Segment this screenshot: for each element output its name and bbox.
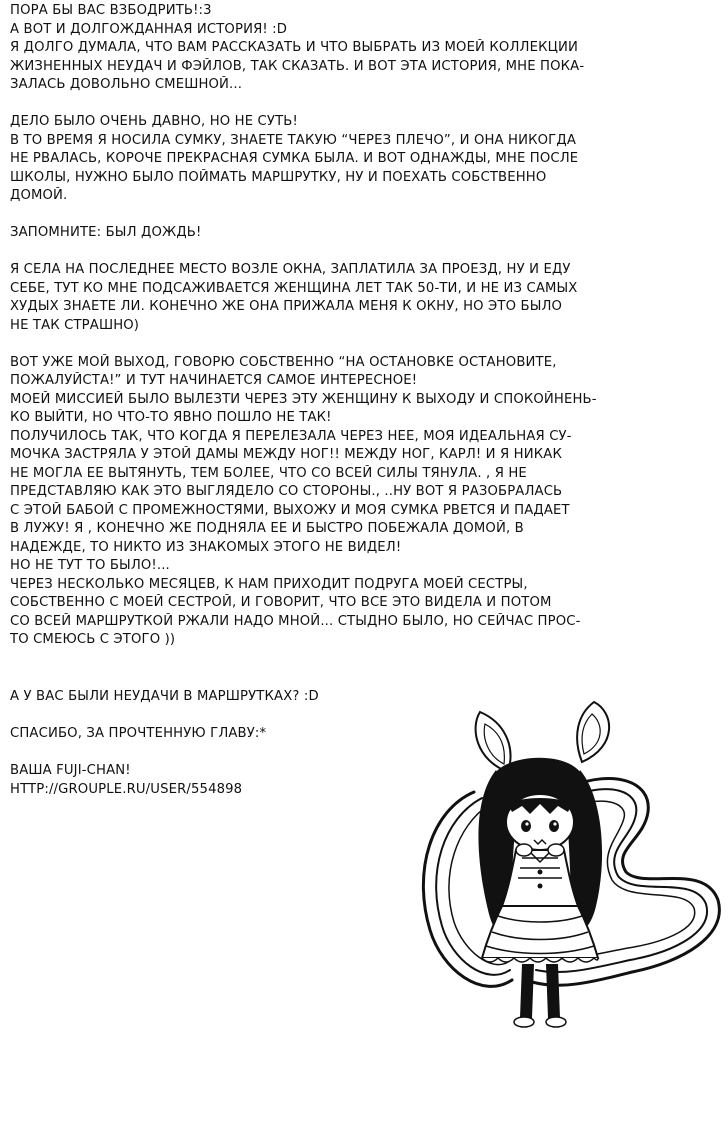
closing-question: А У ВАС БЫЛИ НЕУДАЧИ В МАРШРУТКАХ? :D [10,689,319,704]
story-line: МОЧКА ЗАСТРЯЛА У ЭТОЙ ДАМЫ МЕЖДУ НОГ!! МЕЖДУ НОГ, КАРЛ! И Я НИКАК [10,447,562,462]
chibi-girl-bunny-ears-icon [412,700,728,1045]
story-line: В ЛУЖУ! Я , КОНЕЧНО ЖЕ ПОДНЯЛА ЕЕ И БЫСТРО ПОБЕЖАЛА ДОМОЙ, В [10,521,524,536]
paragraph-gap [10,335,726,354]
story-line: С ЭТОЙ БАБОЙ С ПРОМЕЖНОСТЯМИ, ВЫХОЖУ И МОЯ СУМКА РВЕТСЯ И ПАДАЕТ [10,502,570,518]
story-line: НЕ МОГЛА ЕЕ ВЫТЯНУТЬ, ТЕМ БОЛЕЕ, ЧТО СО ВСЕЙ СИЛЫ ТЯНУЛА. , Я НЕ [10,465,527,481]
paragraph-gap [10,243,726,262]
story-line: В ТО ВРЕМЯ Я НОСИЛА СУМКУ, ЗНАЕТЕ ТАКУЮ “ЧЕРЕЗ ПЛЕЧО”, И ОНА НИКОГДА [10,132,576,148]
story-line: ЧЕРЕЗ НЕСКОЛЬКО МЕСЯЦЕВ, К НАМ ПРИХОДИТ ПОДРУГА МОЕЙ СЕСТРЫ, [10,576,528,592]
story-line: ДЕЛО БЫЛО ОЧЕНЬ ДАВНО, НО НЕ СУТЬ! [10,114,298,129]
signoff [10,688,410,799]
story-line: НЕ РВАЛАСЬ, КОРОЧЕ ПРЕКРАСНАЯ СУМКА БЫЛА. И ВОТ ОДНАЖДЫ, МНЕ ПОСЛЕ [10,151,579,166]
story-line: КО ВЫЙТИ, НО ЧТО-ТО ЯВНО ПОШЛО НЕ ТАК! [10,410,332,425]
story-text [10,2,726,650]
story-line: ШКОЛЫ, НУЖНО БЫЛО ПОЙМАТЬ МАРШРУТКУ, НУ И ПОЕХАТЬ СОБСТВЕННО [10,169,547,185]
story-line: ЖИЗНЕННЫХ НЕУДАЧ И ФЭЙЛОВ, ТАК СКАЗАТЬ. И ВОТ ЭТА ИСТОРИЯ, МНЕ ПОКА- [10,58,585,74]
story-line: СЕБЕ, ТУТ КО МНЕ ПОДСАЖИВАЕТСЯ ЖЕНЩИНА ЛЕТ ТАК 50-ТИ, И НЕ ИЗ САМЫХ [10,280,578,296]
story-line: СОБСТВЕННО С МОЕЙ СЕСТРОЙ, И ГОВОРИТ, ЧТО ВСЕ ЭТО ВИДЕЛА И ПОТОМ [10,595,552,610]
story-line: ЗАПОМНИТЕ: БЫЛ ДОЖДЬ! [10,225,202,240]
story-line: НАДЕЖДЕ, ТО НИКТО ИЗ ЗНАКОМЫХ ЭТОГО НЕ ВИДЕЛ! [10,539,402,555]
illustration-drawing [412,700,728,1045]
story-line: А ВОТ И ДОЛГОЖДАННАЯ ИСТОРИЯ! :D [10,21,288,37]
story-line: ПРЕДСТАВЛЯЮ КАК ЭТО ВЫГЛЯДЕЛО СО СТОРОНЫ., ..НУ ВОТ Я РАЗОБРАЛАСЬ [10,484,563,499]
story-line: ЗАЛАСЬ ДОВОЛЬНО СМЕШНОЙ... [10,77,243,92]
paragraph-gap [10,206,726,225]
story-line: СО ВСЕЙ МАРШРУТКОЙ РЖАЛИ НАДО МНОЙ... СТЫДНО БЫЛО, НО СЕЙЧАС ПРОС- [10,613,581,629]
thanks-line: СПАСИБО, ЗА ПРОЧТЕННУЮ ГЛАВУ:* [10,726,267,741]
story-line: ДОМОЙ. [10,188,68,203]
story-line: ТО СМЕЮСЬ С ЭТОГО )) [10,632,176,647]
story-line: ПОЛУЧИЛОСЬ ТАК, ЧТО КОГДА Я ПЕРЕЛЕЗАЛА ЧЕРЕЗ НЕЕ, МОЯ ИДЕАЛЬНАЯ СУ- [10,428,572,444]
story-line: ПОЖАЛУЙСТА!” И ТУТ НАЧИНАЕТСЯ САМОЕ ИНТЕРЕСНОЕ! [10,373,418,388]
author-signature: ВАША FUJI-CHAN! [10,763,131,778]
story-line: ВОТ УЖЕ МОЙ ВЫХОД, ГОВОРЮ СОБСТВЕННО “НА ОСТАНОВКЕ ОСТАНОВИТЕ, [10,354,557,370]
story-line: ХУДЫХ ЗНАЕТЕ ЛИ. КОНЕЧНО ЖЕ ОНА ПРИЖАЛА МЕНЯ К ОКНУ, НО ЭТО БЫЛО [10,299,563,314]
story-line: НО НЕ ТУТ ТО БЫЛО!... [10,558,170,573]
paragraph-gap [10,707,410,726]
story-line: Я ДОЛГО ДУМАЛА, ЧТО ВАМ РАССКАЗАТЬ И ЧТО ВЫБРАТЬ ИЗ МОЕЙ КОЛЛЕКЦИИ [10,40,578,55]
story-line: НЕ ТАК СТРАШНО) [10,317,140,333]
author-link[interactable]: HTTP://GROUPLE.RU/USER/554898 [10,781,243,797]
story-line: ПОРА БЫ ВАС ВЗБОДРИТЬ!:3 [10,3,212,18]
paragraph-gap [10,95,726,114]
story-line: МОЕЙ МИССИЕЙ БЫЛО ВЫЛЕЗТИ ЧЕРЕЗ ЭТУ ЖЕНЩИНУ К ВЫХОДУ И СПОКОЙНЕНЬ- [10,391,597,407]
story-line: Я СЕЛА НА ПОСЛЕДНЕЕ МЕСТО ВОЗЛЕ ОКНА, ЗАПЛАТИЛА ЗА ПРОЕЗД, НУ И ЕДУ [10,262,571,277]
paragraph-gap [10,744,410,763]
